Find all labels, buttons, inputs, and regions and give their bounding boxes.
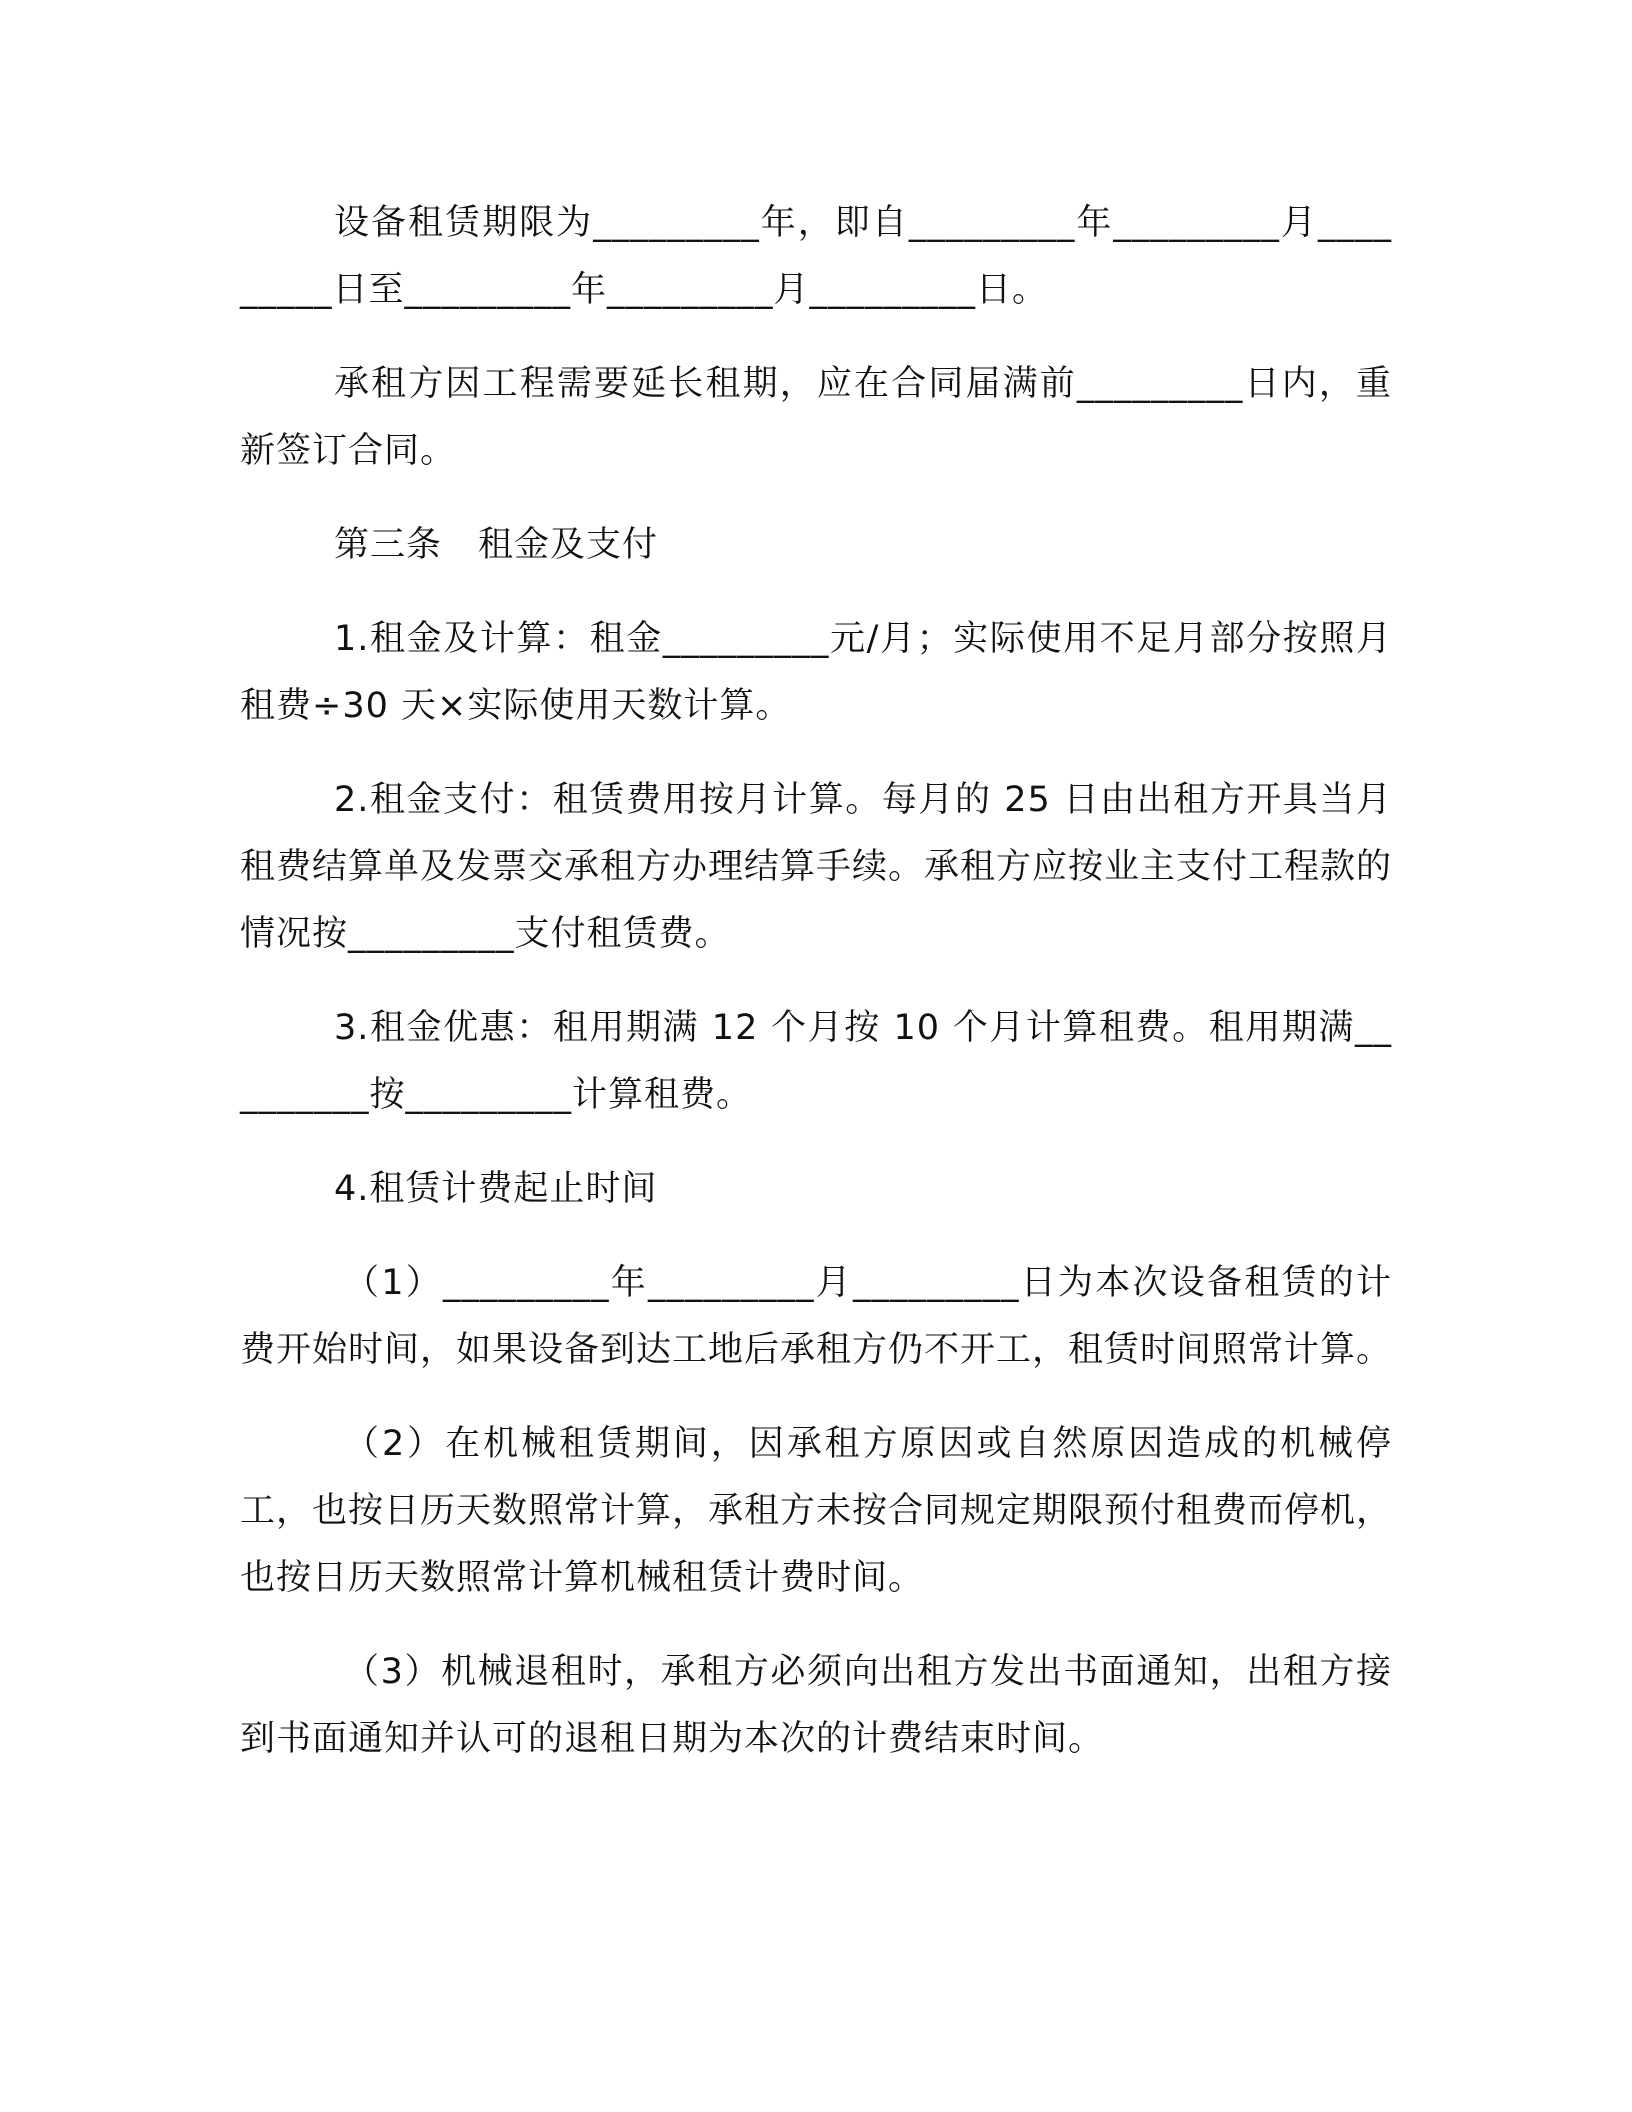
rent-calculation-paragraph: 1.租金及计算：租金_________元/月；实际使用不足月部分按照月租费÷30 天×实际使用天数计算。 bbox=[240, 619, 1392, 726]
rent-discount-paragraph: 3.租金优惠：租用期满 12 个月按 10 个月计算租费。租用期满_________按_________计算租费。 bbox=[240, 1008, 1392, 1115]
article-three-heading: 第三条 租金及支付 bbox=[334, 525, 659, 565]
document-page bbox=[240, 190, 1392, 1800]
downtime-billing-paragraph: （2）在机械租赁期间，因承租方原因或自然原因造成的机械停工，也按日历天数照常计算，承租方未按合同规定期限预付租费而停机，也按日历天数照常计算机械租赁计费时间。 bbox=[240, 1424, 1393, 1598]
rent-payment-paragraph: 2.租金支付：租赁费用按月计算。每月的 25 日由出租方开具当月租费结算单及发票交承租方办理结算手续。承租方应按业主支付工程款的情况按_________支付租赁费。 bbox=[240, 780, 1393, 954]
lease-term-paragraph: 设备租赁期限为_________年，即自_________年_________月_________日至_________年_________月_________日。 bbox=[240, 203, 1392, 310]
billing-end-paragraph: （3）机械退租时，承租方必须向出租方发出书面通知，出租方接到书面通知并认可的退租日期为本次的计费结束时间。 bbox=[240, 1652, 1392, 1759]
extension-paragraph: 承租方因工程需要延长租期，应在合同届满前_________日内，重新签订合同。 bbox=[240, 364, 1392, 471]
billing-period-heading: 4.租赁计费起止时间 bbox=[334, 1169, 658, 1209]
billing-start-paragraph: （1）_________年_________月_________日为本次设备租赁的计费开始时间，如果设备到达工地后承租方仍不开工，租赁时间照常计算。 bbox=[240, 1263, 1393, 1370]
